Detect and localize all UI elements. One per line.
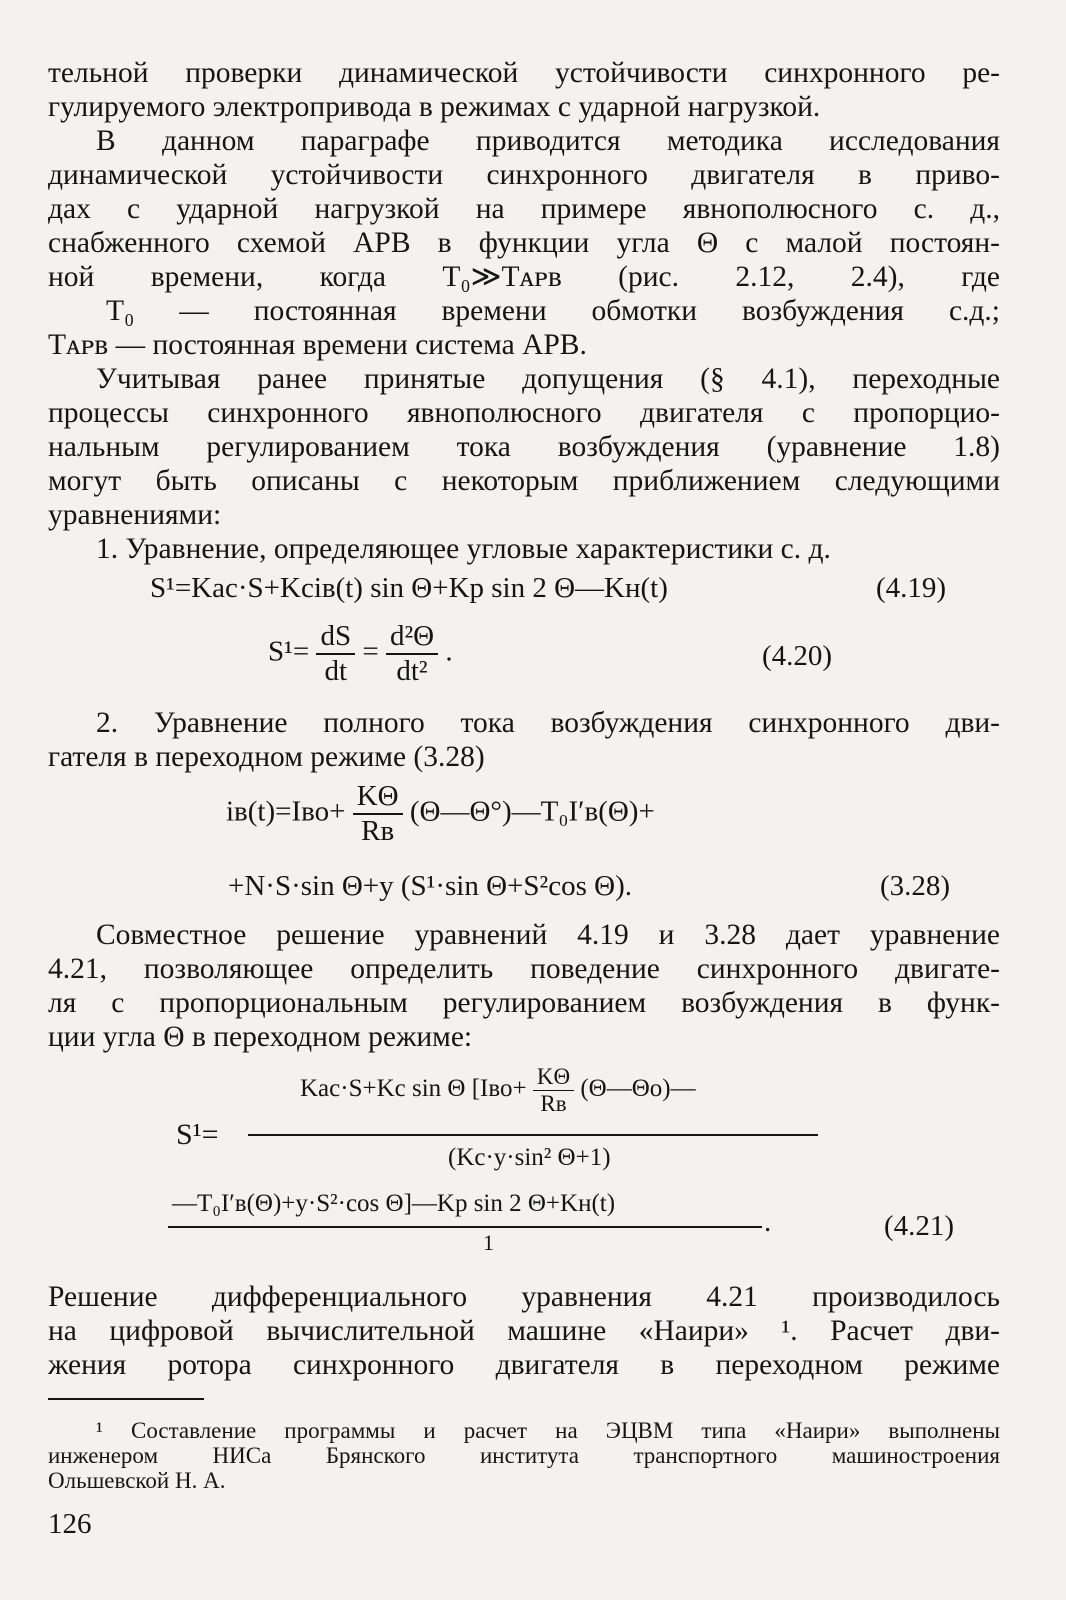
paragraph-continuation [48, 56, 1000, 124]
footnote-line: Ольшевской Н. А. [48, 1468, 226, 1493]
text-line: ля с пропорциональным регулированием возбуждения в функ- [48, 987, 1000, 1019]
denominator: Rв [533, 1090, 574, 1117]
denominator: dt [316, 653, 355, 688]
footnote-separator [48, 1398, 204, 1400]
numerator: dS [320, 620, 352, 652]
fraction [353, 780, 403, 848]
equation-number: (4.19) [876, 572, 947, 604]
text-line: процессы синхронного явнополюсного двигателя с пропорцио- [48, 397, 1000, 429]
paragraph-joint-solution [48, 918, 1000, 1054]
eq-end: . [764, 1206, 772, 1238]
text-line: гулируемого электропривода в режимах с ударной нагрузкой. [48, 91, 821, 123]
numerator: KΘ [536, 1064, 571, 1089]
text-line: могут быть описаны с некоторым приближением следующими [48, 465, 1000, 497]
eq-lhs: S¹= [176, 1118, 219, 1151]
fraction [386, 620, 438, 688]
denominator: Rв [353, 813, 403, 848]
equation-4-20 [268, 620, 453, 688]
text-line: уравнениями: [48, 499, 222, 531]
equation-number: (4.20) [762, 640, 833, 672]
text-line: ции угла Θ в переходном режиме: [48, 1021, 473, 1053]
footnote [48, 1418, 1000, 1493]
text-line: Tᴀᴘʙ — постоянная времени система АРВ. [48, 329, 587, 361]
numerator: KΘ [356, 780, 399, 812]
numerator: d²Θ [389, 620, 435, 652]
equation-number: (4.21) [884, 1210, 955, 1242]
eq-end: . [445, 635, 453, 668]
text-line: Решение дифференциального уравнения 4.21 производилось [48, 1281, 1000, 1313]
equation-3-28-line1 [226, 780, 655, 848]
text-line: тельной проверки динамической устойчивости синхронного ре- [48, 57, 1000, 89]
equation-4-21-denominator-2: 1 [483, 1230, 494, 1255]
text-line: снабженного схемой АРВ в функции угла Θ с малой постоян- [48, 227, 1000, 259]
text-line: 1. Уравнение, определяющее угловые характеристики с. д. [96, 533, 831, 565]
list-item-2 [48, 706, 1000, 774]
eq-rest: (Θ—Θ°)—T₀I′в(Θ)+ [409, 795, 655, 828]
text-line: 2. Уравнение полного тока возбуждения синхронного дви- [96, 707, 1000, 739]
numerator-part: (Θ—Θо)— [580, 1075, 696, 1103]
list-item-1 [48, 532, 1000, 566]
fraction [533, 1064, 574, 1117]
eq-lhs: iв(t)=Iво+ [226, 795, 346, 828]
denominator: dt² [386, 653, 438, 688]
equation-4-19: S¹=Kас·S+Kсiв(t) sin Θ+Kр sin 2 Θ—Kн(t) [150, 572, 668, 604]
equation-3-28-line2: +N·S·sin Θ+y (S¹·sin Θ+S²cos Θ). [228, 870, 632, 902]
fraction-bar [168, 1226, 762, 1228]
text-line: динамической устойчивости синхронного двигателя в приво- [48, 159, 1000, 191]
numerator-part: Kас·S+Kс sin Θ [Iво+ [300, 1075, 527, 1103]
text-line: жения ротора синхронного двигателя в переходном режиме [48, 1349, 1000, 1381]
text-line: ной времени, когда T₀≫Tᴀᴘʙ (рис. 2.12, 2.4), где [48, 261, 1000, 293]
text-line: на цифровой вычислительной машине «Наири» ¹. Расчет дви- [48, 1315, 1000, 1347]
equation-4-21-numerator [300, 1064, 696, 1117]
equation-4-21-numerator-2: —T₀I′в(Θ)+y·S²·cos Θ]—Kр sin 2 Θ+Kн(t) [172, 1190, 616, 1217]
footnote-line: инженером НИСа Брянского института транспортного машиностроения [48, 1443, 1000, 1468]
footnote-line: ¹ Составление программы и расчет на ЭЦВМ типа «Наири» выполнены [96, 1418, 1000, 1443]
text-line: гателя в переходном режиме (3.28) [48, 741, 485, 773]
text-line: Совместное решение уравнений 4.19 и 3.28 дает уравнение [96, 919, 1000, 951]
text-line: Учитывая ранее принятые допущения (§ 4.1), переходные [96, 363, 1000, 395]
text-line: дах с ударной нагрузкой на примере явнополюсного с. д., [48, 193, 1000, 225]
fraction [316, 620, 355, 688]
paragraph-solution [48, 1280, 1000, 1382]
paragraph-method [48, 124, 1000, 362]
text-line: нальным регулированием тока возбуждения (уравнение 1.8) [48, 431, 1000, 463]
page-number: 126 [48, 1508, 92, 1540]
eq-lhs: S¹= [268, 635, 310, 668]
text-line: 4.21, позволяющее определить поведение синхронного двигате- [48, 953, 1000, 985]
equation-number: (3.28) [880, 870, 951, 902]
text-line: T₀ — постоянная времени обмотки возбуждения с.д.; [106, 295, 1000, 327]
equation-4-21-denominator: (Kс·y·sin² Θ+1) [448, 1144, 611, 1171]
text-line: В данном параграфе приводится методика исследования [96, 125, 1000, 157]
fraction-bar [248, 1134, 818, 1136]
eq-mid: = [362, 635, 379, 668]
paragraph-assumptions [48, 362, 1000, 532]
